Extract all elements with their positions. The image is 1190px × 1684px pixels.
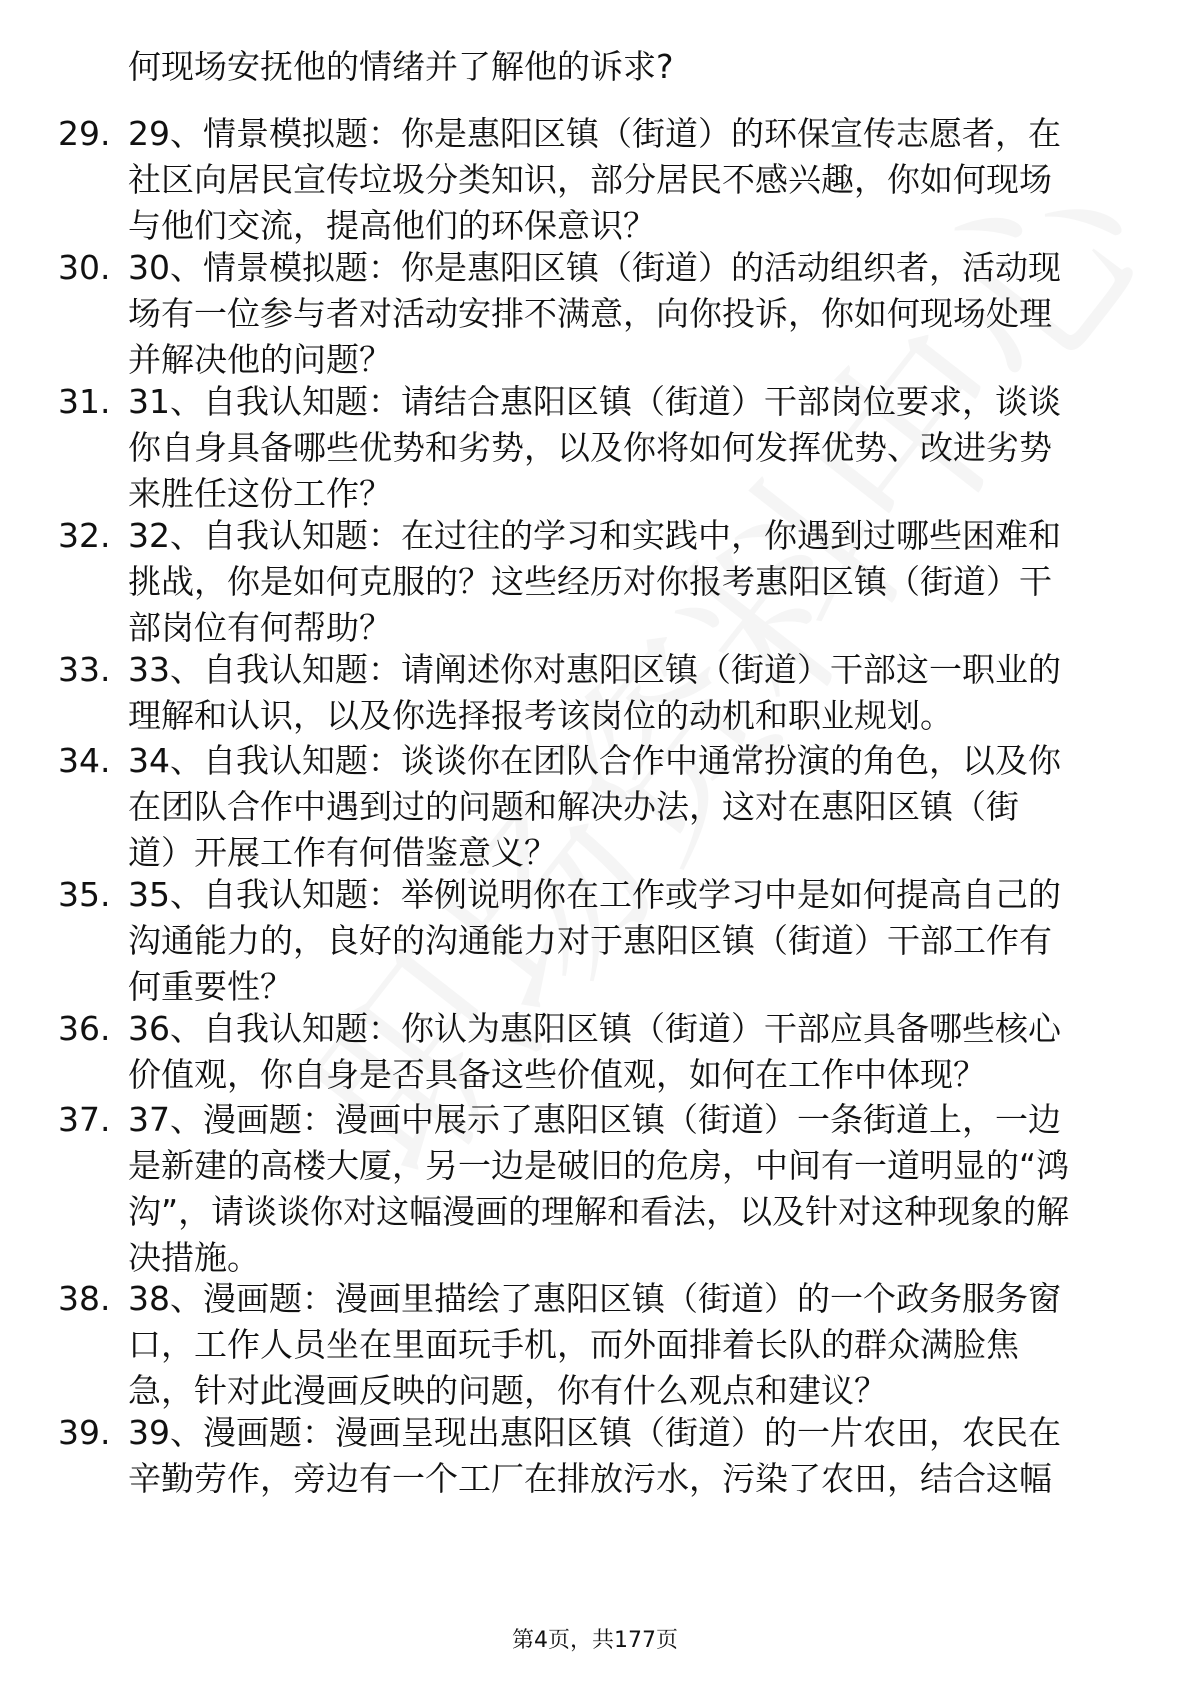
question-text (128, 1097, 1128, 1281)
question-line: 是新建的高楼大厦，另一边是破旧的危房，中间有一道明显的“鸿 (128, 1146, 1070, 1185)
question-line: 道）开展工作有何借鉴意义？ (128, 833, 557, 872)
question-line: 在团队合作中遇到过的问题和解决办法，这对在惠阳区镇（街 (128, 787, 1019, 826)
question-line: 沟通能力的，良好的沟通能力对于惠阳区镇（街道）干部工作有 (128, 921, 1052, 960)
list-number: 33. (58, 650, 111, 689)
question-text (128, 513, 1128, 651)
question-line: 39、漫画题：漫画呈现出惠阳区镇（街道）的一片农田，农民在 (128, 1413, 1061, 1452)
question-line: 社区向居民宣传垃圾分类知识，部分居民不感兴趣，你如何现场 (128, 160, 1052, 199)
question-text (128, 647, 1128, 739)
question-line: 并解决他的问题？ (128, 340, 392, 379)
question-text (128, 1410, 1128, 1502)
list-number: 37. (58, 1100, 111, 1139)
question-line: 34、自我认知题：谈谈你在团队合作中通常扮演的角色，以及你 (128, 741, 1061, 780)
question-line: 理解和认识，以及你选择报考该岗位的动机和职业规划。 (128, 696, 953, 735)
question-text (128, 872, 1128, 1010)
list-number: 38. (58, 1279, 111, 1318)
question-text (128, 1276, 1128, 1414)
question-line: 36、自我认知题：你认为惠阳区镇（街道）干部应具备哪些核心 (128, 1009, 1061, 1048)
question-line: 32、自我认知题：在过往的学习和实践中，你遇到过哪些困难和 (128, 516, 1061, 555)
question-line: 37、漫画题：漫画中展示了惠阳区镇（街道）一条街道上，一边 (128, 1100, 1061, 1139)
question-line: 35、自我认知题：举例说明你在工作或学习中是如何提高自己的 (128, 875, 1061, 914)
list-number: 32. (58, 516, 111, 555)
question-line: 38、漫画题：漫画里描绘了惠阳区镇（街道）的一个政务服务窗 (128, 1279, 1061, 1318)
question-line: 急，针对此漫画反映的问题，你有什么观点和建议？ (128, 1371, 887, 1410)
question-text (128, 245, 1128, 383)
question-line: 何重要性？ (128, 967, 293, 1006)
question-line: 挑战，你是如何克服的？这些经历对你报考惠阳区镇（街道）干 (128, 562, 1052, 601)
question-line: 部岗位有何帮助？ (128, 608, 392, 647)
page-footer: 第4页，共177页 (512, 1628, 678, 1653)
question-line: 口，工作人员坐在里面玩手机，而外面排着长队的群众满脸焦 (128, 1325, 1019, 1364)
question-line: 价值观，你自身是否具备这些价值观，如何在工作中体现？ (128, 1055, 986, 1094)
list-number: 29. (58, 114, 111, 153)
list-number: 34. (58, 741, 111, 780)
question-text (128, 111, 1128, 249)
question-line: 33、自我认知题：请阐述你对惠阳区镇（街道）干部这一职业的 (128, 650, 1061, 689)
continued-question-line: 何现场安抚他的情绪并了解他的诉求? (128, 47, 674, 86)
question-line: 决措施。 (128, 1238, 260, 1277)
question-text (128, 1006, 1128, 1098)
list-number: 31. (58, 382, 111, 421)
question-text (128, 379, 1128, 517)
question-text (128, 738, 1128, 876)
question-line: 辛勤劳作，旁边有一个工厂在排放污水，污染了农田，结合这幅 (128, 1459, 1052, 1498)
question-line: 场有一位参与者对活动安排不满意，向你投诉，你如何现场处理 (128, 294, 1052, 333)
list-number: 39. (58, 1413, 111, 1452)
question-line: 你自身具备哪些优势和劣势，以及你将如何发挥优势、改进劣势 (128, 428, 1052, 467)
list-number: 35. (58, 875, 111, 914)
question-line: 来胜任这份工作？ (128, 474, 392, 513)
question-line: 31、自我认知题：请结合惠阳区镇（街道）干部岗位要求，谈谈 (128, 382, 1061, 421)
list-number: 30. (58, 248, 111, 287)
question-line: 29、情景模拟题：你是惠阳区镇（街道）的环保宣传志愿者，在 (128, 114, 1061, 153)
question-line: 与他们交流，提高他们的环保意识？ (128, 206, 656, 245)
question-line: 沟”，请谈谈你对这幅漫画的理解和看法，以及针对这种现象的解 (128, 1192, 1070, 1231)
question-line: 30、情景模拟题：你是惠阳区镇（街道）的活动组织者，活动现 (128, 248, 1061, 287)
list-number: 36. (58, 1009, 111, 1048)
